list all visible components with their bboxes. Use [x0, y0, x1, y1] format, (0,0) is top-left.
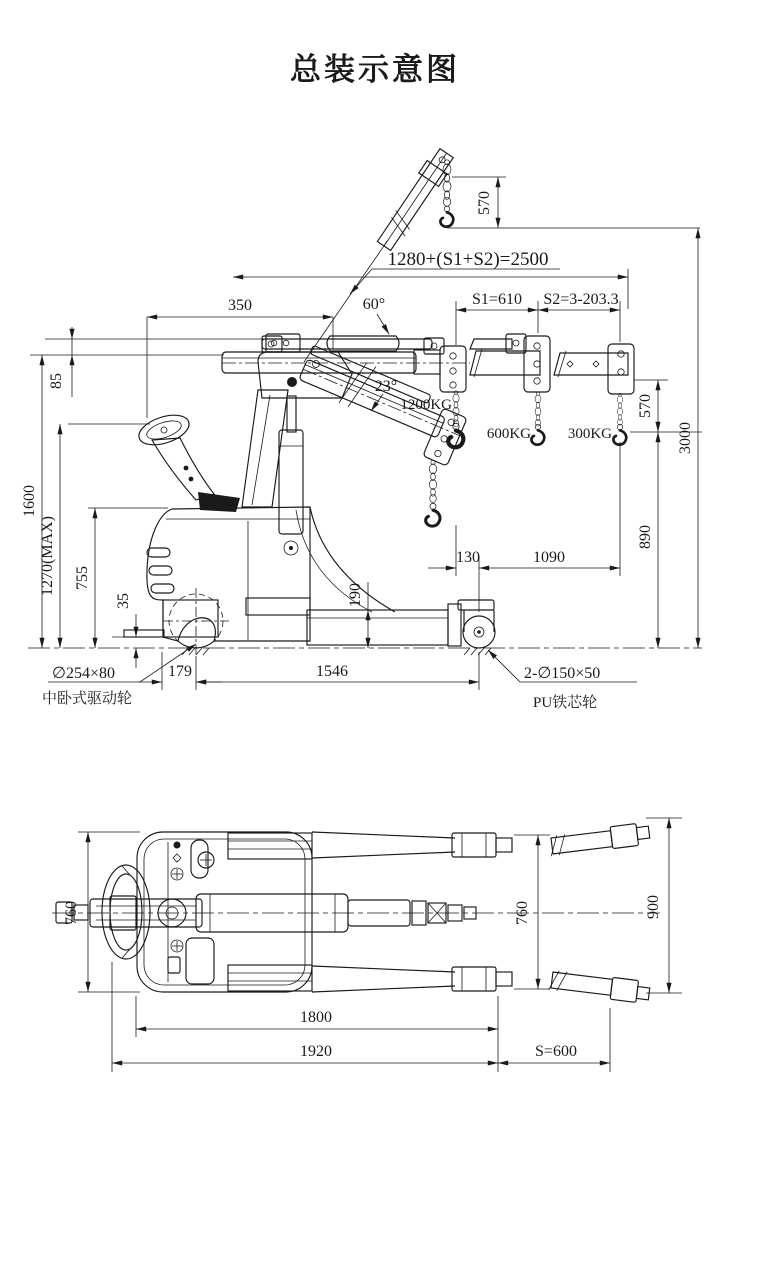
- dim-hook-to-ground: 890: [637, 525, 654, 549]
- mid-hook: [531, 424, 544, 444]
- plan-body: [137, 832, 312, 992]
- lowered-boom-23: [290, 341, 471, 526]
- label-drive-wheel-size: ∅254×80: [52, 665, 115, 682]
- dim-body-width: 760: [63, 901, 80, 925]
- page-title: 总装示意图: [290, 52, 460, 87]
- dim-link-offset: 85: [48, 373, 65, 389]
- front-apron: [124, 630, 164, 637]
- dim-s2: S2=3-203.3: [543, 291, 619, 308]
- dim-leg-extension: S=600: [535, 1043, 577, 1060]
- plan-leg-bottom: [312, 966, 512, 992]
- dim-jib-chain-drop: 570: [476, 191, 493, 215]
- dim-boom-tail: 350: [228, 297, 252, 314]
- dim-s1: S1=610: [472, 291, 522, 308]
- dim-wheelbase: 1546: [316, 663, 348, 680]
- lowered-hook: [426, 503, 440, 526]
- label-load-mid: 600KG: [486, 426, 531, 442]
- dim-body-height: 755: [74, 566, 91, 590]
- dim-max-height: 3000: [677, 422, 694, 454]
- jib-hook: [440, 206, 453, 226]
- dim-overall-length: 1920: [300, 1043, 332, 1060]
- dim-leg-height: 190: [347, 583, 364, 607]
- side-view: [21, 146, 702, 711]
- near-chain: [453, 391, 459, 427]
- dim-leg-extended-width: 900: [645, 895, 662, 919]
- mast-assembly: [242, 334, 352, 555]
- dim-overall-reach: 1280+(S1+S2)=2500: [387, 249, 549, 270]
- label-load-far: 300KG: [567, 426, 612, 442]
- plan-steering-wheel: [102, 865, 150, 959]
- dim-ground-clearance: 35: [115, 593, 132, 609]
- rear-wheel-hatch: [464, 648, 491, 655]
- tiller-arm: [152, 438, 214, 500]
- dim-wheel-offset: 130: [456, 549, 480, 566]
- dim-frame-length: 1800: [300, 1009, 332, 1026]
- drive-wheel-hatch: [182, 648, 209, 655]
- dim-leg-inner-width: 760: [514, 901, 531, 925]
- side-view-dimensions: [21, 177, 702, 711]
- far-chain: [617, 393, 622, 425]
- plan-leg-top: [312, 832, 512, 858]
- dim-boom-height: 1600: [21, 485, 38, 517]
- plan-leg-extended-top: [549, 822, 651, 856]
- dim-leg-span: 1090: [533, 549, 565, 566]
- rear-chassis: [246, 507, 495, 655]
- lowered-chain: [429, 460, 436, 502]
- main-boom: [222, 336, 470, 447]
- label-load-near: 1200KG: [400, 397, 452, 413]
- mid-chain: [535, 392, 541, 426]
- label-rear-wheel-size: 2-∅150×50: [524, 665, 601, 682]
- plan-view-dimensions: [63, 818, 682, 1072]
- dim-hook-drop: 570: [637, 394, 654, 418]
- label-angle-raised: 60°: [362, 296, 386, 313]
- plan-leg-extended-bottom: [549, 970, 651, 1004]
- plan-view: [52, 818, 682, 1072]
- dim-front-wheelbase: 179: [168, 663, 192, 680]
- tiller-head-wheel: [135, 410, 192, 451]
- tiller-bellows: [198, 492, 240, 512]
- label-angle-lowered: 23°: [374, 378, 398, 395]
- body-and-tiller: [124, 410, 310, 655]
- dim-handle-height: 1270(MAX): [39, 516, 56, 596]
- far-hook: [613, 424, 626, 444]
- label-rear-wheel-name: PU铁芯轮: [533, 695, 598, 711]
- label-drive-wheel-name: 中卧式驱动轮: [42, 691, 133, 707]
